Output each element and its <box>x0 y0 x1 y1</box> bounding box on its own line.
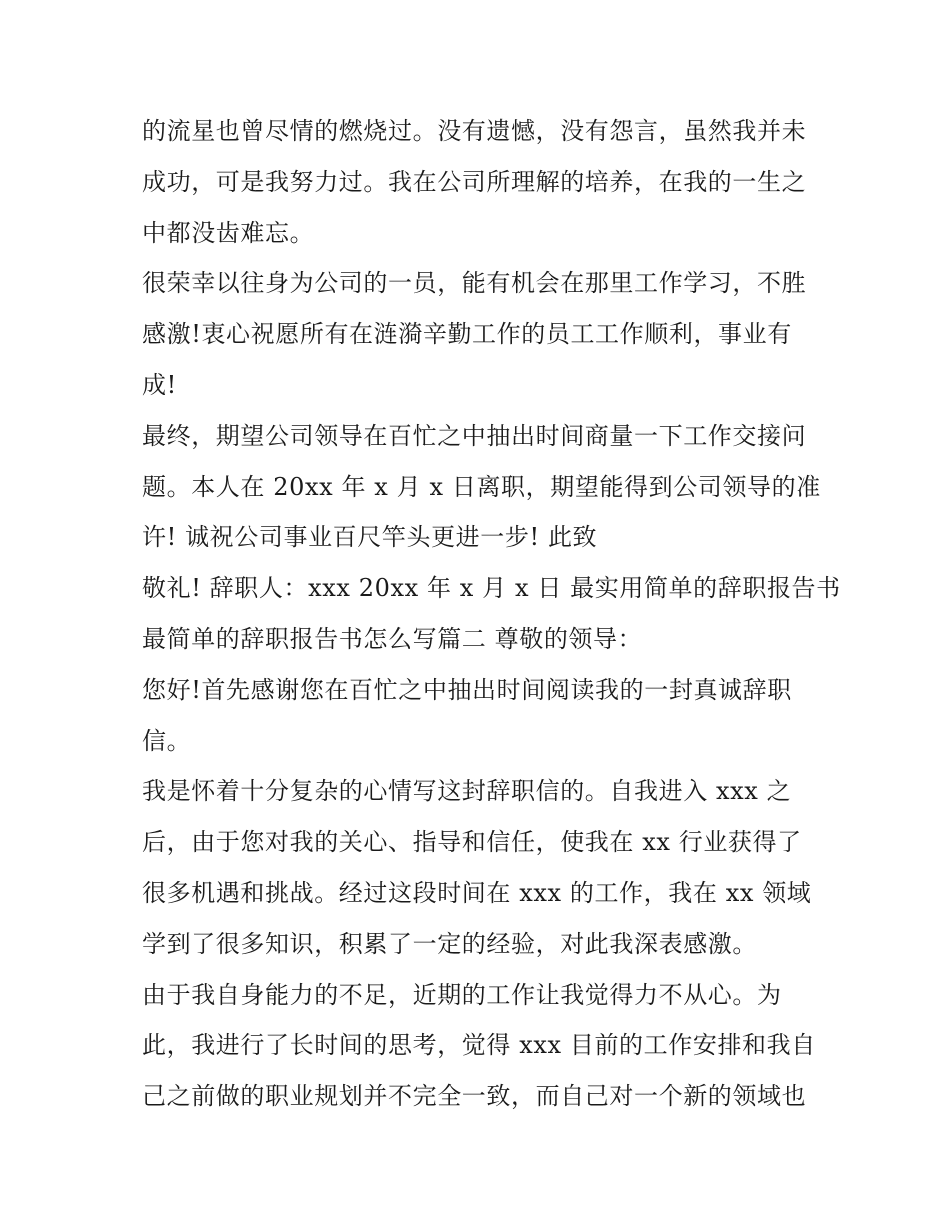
body-line: 后，由于您对我的关心、指导和信任，使我在 xx 行业获得了 <box>142 828 802 857</box>
body-line: 敬礼! 辞职人：xxx 20xx 年 x 月 x 日 最实用简单的辞职报告书 <box>142 574 841 603</box>
body-line: 题。本人在 20xx 年 x 月 x 日离职，期望能得到公司领导的准 <box>142 472 821 501</box>
body-line: 信。 <box>142 726 192 755</box>
body-line: 成! <box>142 370 177 399</box>
body-line: 感激!衷心祝愿所有在涟漪辛勤工作的员工工作顺利，事业有 <box>142 320 792 349</box>
body-line: 学到了很多知识，积累了一定的经验，对此我深表感激。 <box>142 929 757 958</box>
body-line: 很荣幸以往身为公司的一员，能有机会在那里工作学习，不胜 <box>142 269 807 298</box>
body-line: 的流星也曾尽情的燃烧过。没有遗憾，没有怨言，虽然我并未 <box>142 117 807 145</box>
body-line: 最简单的辞职报告书怎么写篇二 尊敬的领导： <box>142 624 643 653</box>
body-line: 我是怀着十分复杂的心情写这封辞职信的。自我进入 xxx 之 <box>142 777 792 806</box>
body-line: 由于我自身能力的不足，近期的工作让我觉得力不从心。为 <box>142 980 782 1009</box>
body-line: 许! 诚祝公司事业百尺竿头更进一步! 此致 <box>142 523 598 552</box>
body-line: 最终，期望公司领导在百忙之中抽出时间商量一下工作交接问 <box>142 421 807 450</box>
body-line: 此，我进行了长时间的思考，觉得 xxx 目前的工作安排和我自 <box>142 1031 816 1060</box>
body-line: 成功，可是我努力过。我在公司所理解的培养，在我的一生之 <box>142 167 807 196</box>
body-line: 己之前做的职业规划并不完全一致，而自己对一个新的领域也 <box>142 1082 807 1111</box>
body-line: 很多机遇和挑战。经过这段时间在 xxx 的工作，我在 xx 领域 <box>142 878 812 907</box>
document-body <box>142 106 841 1122</box>
body-line: 中都没齿难忘。 <box>142 218 315 247</box>
body-line: 您好!首先感谢您在百忙之中抽出时间阅读我的一封真诚辞职 <box>142 675 792 704</box>
